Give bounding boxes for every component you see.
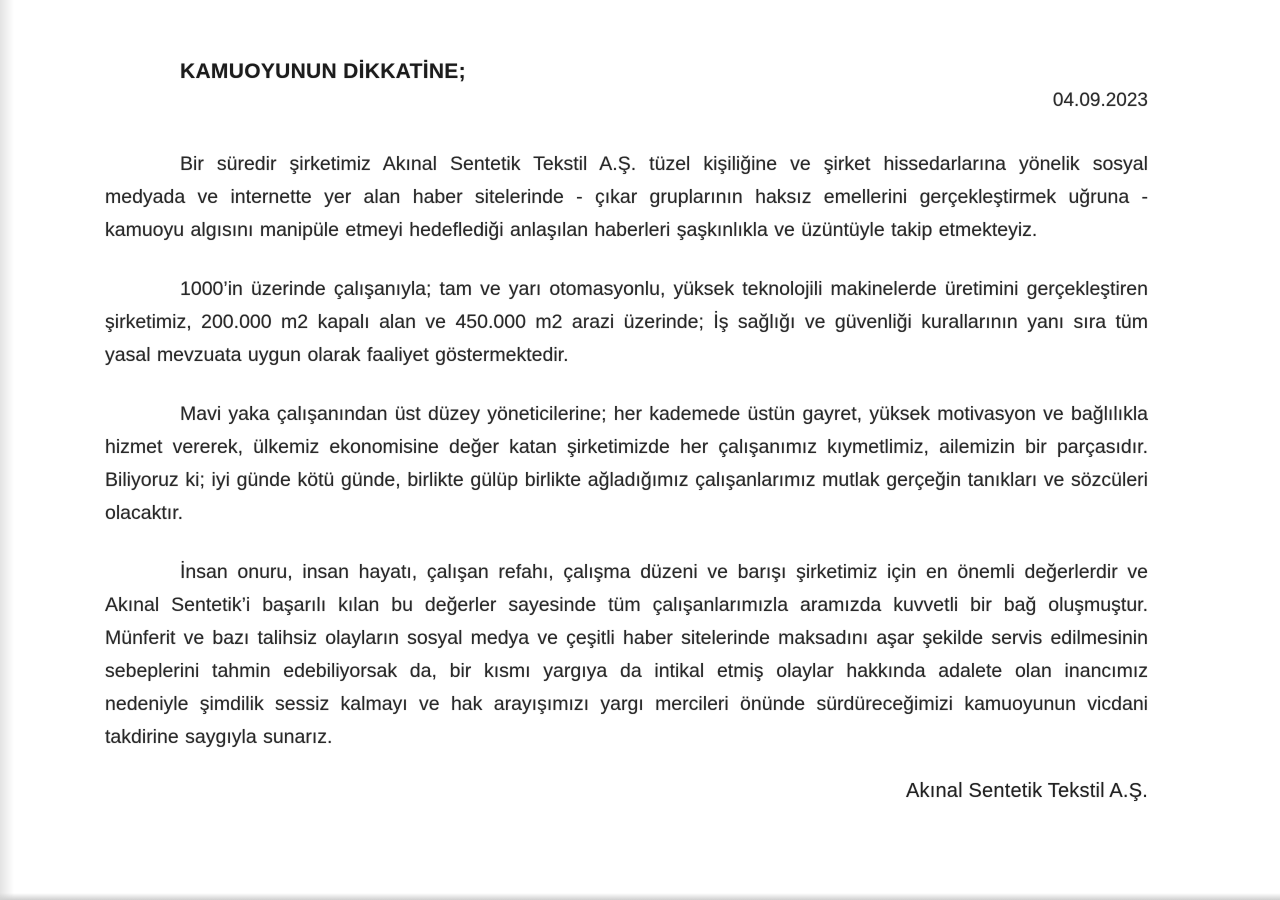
paragraph-values-legal: İnsan onuru, insan hayatı, çalışan refahı, çalışma düzeni ve barışı şirketimiz için en önemli değerlerdir ve Akınal Sentetik’i başarılı kılan bu değerler sayesinde tüm çalışanlarımızla aramızda kuvvetli bir bağ oluşmuştur. Münferit ve bazı talihsiz olayların sosyal medya ve çeşitli haber sitelerinde maksadını aşar şekilde servis edilmesinin sebeplerini tahmin edebiliyorsak da, bir kısmı yargıya da intikal etmiş olaylar hakkında adalete olan inancımız nedeniyle şimdilik sessiz kalmayı ve hak arayışımızı yargı mercileri önünde sürdüreceğimizi kamuoyunun vicdani takdirine saygıyla sunarız. xyxy=(105,561,1148,748)
paragraph-employees: Mavi yaka çalışanından üst düzey yöneticilerine; her kademede üstün gayret, yüksek motivasyon ve bağlılıkla hizmet vererek, ülkemiz ekonomisine değer katan şirketimizde her çalışanımız kıymetlimiz, ailemizin bir parçasıdır. Biliyoruz ki; iyi günde kötü günde, birlikte gülüp birlikte ağladığımız çalışanlarımız mutlak gerçeğin tanıkları ve sözcüleri olacaktır. xyxy=(105,403,1148,524)
paragraph-company-facts: 1000’in üzerinde çalışanıyla; tam ve yarı otomasyonlu, yüksek teknolojili makinelerde üretimini gerçekleştiren şirketimiz, 200.000 m2 kapalı alan ve 450.000 m2 arazi üzerinde; İş sağlığı ve güvenliği kurallarının yanı sıra tüm yasal mevzuata uygun olarak faaliyet göstermektedir. xyxy=(105,278,1148,366)
document-body xyxy=(105,148,1148,754)
paragraph-intro: Bir süredir şirketimiz Akınal Sentetik Tekstil A.Ş. tüzel kişiliğine ve şirket hissedarlarına yönelik sosyal medyada ve internette yer alan haber sitelerinde - çıkar gruplarının haksız emellerini gerçekleştirmek uğruna - kamuoyu algısını manipüle etmeyi hedeflediği anlaşılan haberleri şaşkınlıkla ve üzüntüyle takip etmekteyiz. xyxy=(105,153,1148,241)
signature-company-name: Akınal Sentetik Tekstil A.Ş. xyxy=(905,780,1148,802)
document-date: 04.09.2023 xyxy=(1052,90,1148,111)
document-title: KAMUOYUNUN DİKKATİNE; xyxy=(180,60,466,83)
